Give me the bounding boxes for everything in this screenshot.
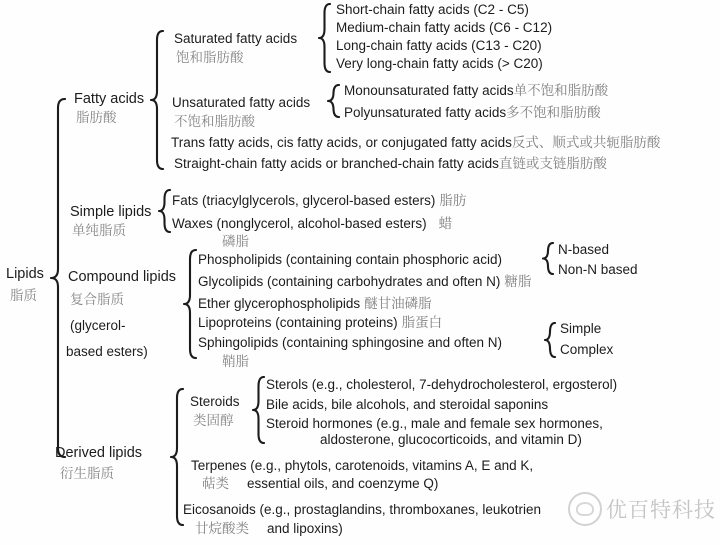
bile-acids-item: Bile acids, bile alcohols, and steroidal saponins	[266, 397, 549, 412]
non-n-based-item: Non-N based	[558, 262, 638, 277]
fatty-acids-label-zh: 脂肪酸	[76, 110, 117, 125]
watermark-logo-icon	[568, 492, 602, 526]
trans-en: Trans fatty acids, cis fatty acids, or conjugated fatty acids	[171, 135, 512, 150]
simple-lipids-label-zh: 单纯脂质	[72, 223, 126, 238]
fats-item	[172, 193, 466, 209]
straight-zh: 直链或支链脂肪酸	[498, 156, 607, 171]
root-label-en: Lipids	[6, 266, 44, 282]
ether-item	[198, 296, 432, 312]
steroids-label-zh: 类固醇	[193, 413, 234, 428]
poly-zh: 多不饱和脂肪酸	[506, 105, 601, 120]
brace-sphingolipids	[544, 322, 556, 358]
glycolipids-item	[198, 274, 531, 290]
sphingo-simple-item: Simple	[560, 321, 602, 336]
compound-label-zh: 复合脂质	[70, 292, 124, 307]
brace-unsaturated	[327, 84, 340, 118]
sterols-item: Sterols (e.g., cholesterol, 7-dehydrocholesterol, ergosterol)	[266, 377, 618, 392]
unsaturated-label-zh: 不饱和脂肪酸	[174, 114, 255, 129]
waxes-item	[172, 216, 452, 232]
straight-item	[174, 156, 607, 172]
phospholipids-item: Phospholipids (containing contain phosphoric acid)	[198, 252, 502, 267]
fats-zh: 脂肪	[439, 193, 467, 208]
chain-item-short: Short-chain fatty acids (C2 - C5)	[336, 2, 529, 17]
ether-zh: 醚甘油磷脂	[364, 296, 432, 311]
brace-derived-lipids	[170, 388, 184, 526]
n-based-item: N-based	[558, 242, 610, 257]
sphingo-complex-item: Complex	[560, 342, 614, 357]
waxes-en: Waxes (nonglycerol, alcohol-based esters)	[172, 216, 427, 231]
steroid-hormones-line2: aldosterone, glucocorticoids, and vitamin D)	[320, 432, 582, 447]
terpenes-line2	[202, 476, 438, 492]
chain-item-medium: Medium-chain fatty acids (C6 - C12)	[336, 20, 553, 35]
phospholipids-zh-label: 磷脂	[222, 234, 249, 249]
mono-zh: 单不饱和脂肪酸	[513, 83, 609, 98]
straight-en: Straight-chain fatty acids or branched-chain fatty acids	[174, 156, 499, 171]
brace-simple-lipids	[158, 189, 171, 233]
trans-item	[171, 135, 660, 151]
ether-en: Ether glycerophospholipids	[198, 296, 361, 311]
terpenes-line1: Terpenes (e.g., phytols, carotenoids, vitamins A, E and K,	[191, 458, 534, 473]
sphingolipids-zh-label: 鞘脂	[222, 354, 249, 369]
eicosanoids-line2-en: and lipoxins)	[267, 521, 343, 536]
fats-en: Fats (triacylglycerols, glycerol-based esters)	[172, 193, 436, 208]
saturated-label-zh: 饱和脂肪酸	[176, 50, 244, 65]
steroids-label-en: Steroids	[190, 394, 240, 409]
chain-item-long: Long-chain fatty acids (C13 - C20)	[336, 38, 542, 53]
poly-item	[344, 105, 601, 121]
poly-en: Polyunsaturated fatty acids	[344, 105, 507, 120]
brace-lipids	[50, 98, 66, 458]
chain-item-very-long: Very long-chain fatty acids (> C20)	[336, 56, 543, 71]
eicosanoids-zh: 廿烷酸类	[195, 521, 249, 536]
unsaturated-label-en: Unsaturated fatty acids	[172, 95, 311, 110]
waxes-zh: 蜡	[438, 216, 453, 231]
watermark	[568, 492, 716, 526]
root-label-zh: 脂质	[10, 288, 37, 303]
brace-steroids	[252, 376, 265, 444]
eicosanoids-line1: Eicosanoids (e.g., prostaglandins, thromboxanes, leukotrien	[183, 502, 541, 517]
simple-lipids-label-en: Simple lipids	[70, 204, 152, 220]
lipoproteins-en: Lipoproteins (containing proteins)	[198, 315, 398, 330]
saturated-label-en: Saturated fatty acids	[174, 31, 298, 46]
lipoproteins-zh: 脂蛋白	[401, 315, 443, 330]
glycolipids-zh: 糖脂	[504, 274, 532, 289]
brace-compound-lipids	[183, 249, 197, 359]
sphingolipids-item: Sphingolipids (containing sphingosine and often N)	[198, 335, 502, 350]
compound-label-en: Compound lipids	[68, 269, 177, 285]
eicosanoids-line2	[195, 521, 343, 537]
derived-label-en: Derived lipids	[55, 445, 143, 461]
compound-note-1: (glycerol-	[70, 318, 126, 333]
fatty-acids-label-en: Fatty acids	[74, 91, 145, 107]
brace-fatty-acids	[150, 30, 164, 170]
terpenes-line2-en: essential oils, and coenzyme Q)	[247, 476, 439, 491]
watermark-text: 优百特科技	[606, 499, 716, 522]
lipoproteins-item	[198, 315, 442, 331]
glycolipids-en: Glycolipids (containing carbohydrates and often N)	[198, 274, 501, 289]
compound-note-2: based esters)	[66, 344, 148, 359]
mono-item	[344, 83, 608, 99]
brace-phospholipids	[542, 242, 554, 275]
derived-label-zh: 衍生脂质	[60, 466, 114, 481]
terpenes-zh: 萜类	[202, 476, 229, 491]
trans-zh: 反式、顺式或共轭脂肪酸	[511, 135, 661, 150]
brace-saturated	[318, 3, 331, 73]
mono-en: Monounsaturated fatty acids	[344, 83, 514, 98]
steroid-hormones-line1: Steroid hormones (e.g., male and female sex hormones,	[266, 416, 603, 431]
